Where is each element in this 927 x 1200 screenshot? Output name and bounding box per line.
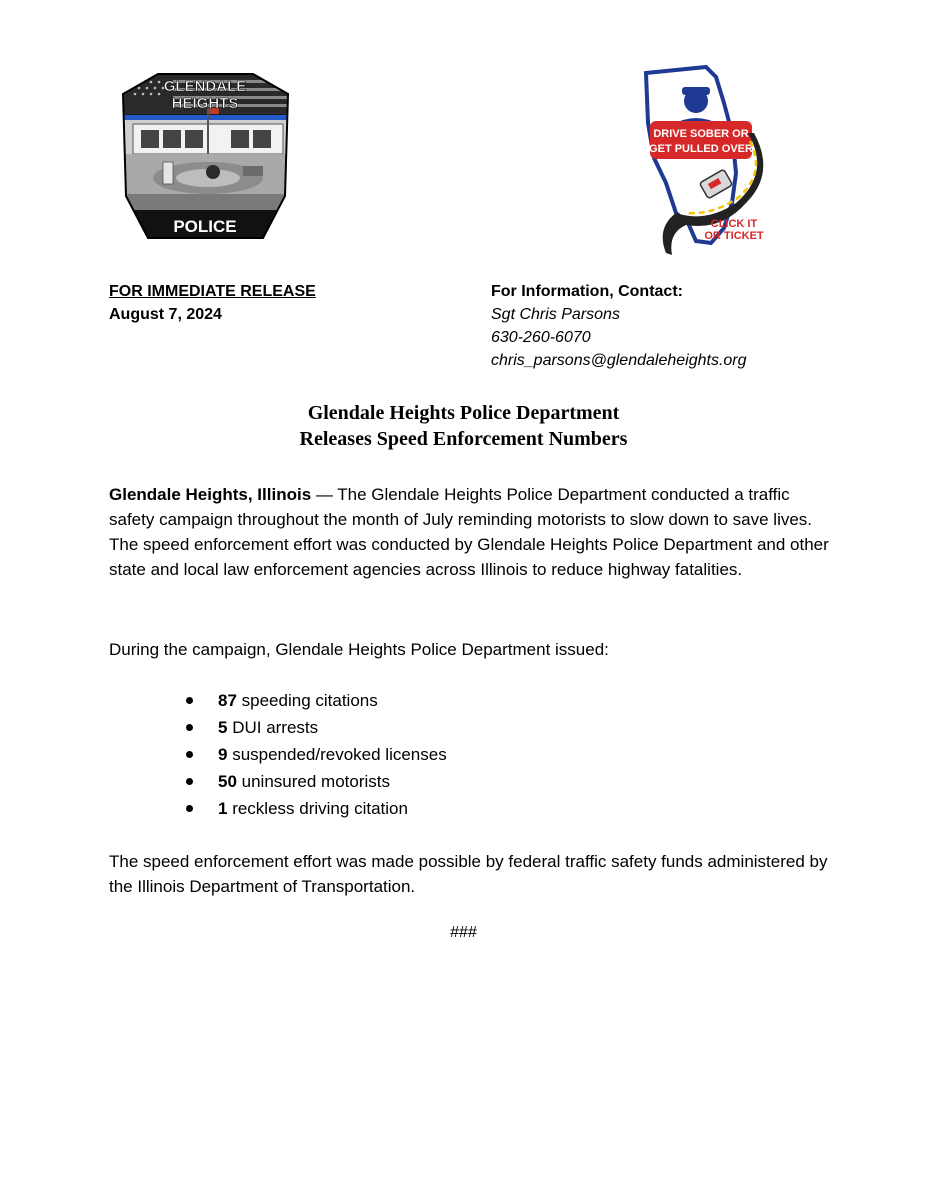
drive-sober-click-it-campaign-logo: [636, 63, 776, 273]
list-item: [186, 741, 447, 768]
release-date: August 7, 2024: [109, 306, 222, 323]
bullet-icon: [186, 724, 193, 731]
stat-value: 5: [218, 718, 228, 737]
contact-info: [491, 280, 747, 372]
stat-label: reckless driving citation: [227, 799, 408, 818]
campaign-text-get-pulled-over: GET PULLED OVER: [649, 143, 753, 155]
headline-line-2: Releases Speed Enforcement Numbers: [299, 428, 628, 450]
contact-email: chris_parsons@glendaleheights.org: [491, 352, 747, 369]
list-item: [186, 795, 447, 822]
bullet-icon: [186, 778, 193, 785]
stat-label: suspended/revoked licenses: [227, 745, 447, 764]
body-paragraph-1: [109, 482, 829, 582]
body-paragraph-2: During the campaign, Glendale Heights Police Department issued:: [109, 640, 609, 659]
campaign-text-click-it: CLICK IT: [710, 218, 758, 230]
badge-text-police: POLICE: [173, 217, 237, 236]
immediate-release-label: FOR IMMEDIATE RELEASE: [109, 283, 316, 300]
list-item: [186, 714, 447, 741]
contact-phone: 630-260-6070: [491, 329, 591, 346]
campaign-text-or-ticket: OR TICKET: [704, 230, 764, 242]
press-release-headline: [0, 400, 927, 452]
stat-label: speeding citations: [236, 691, 378, 710]
stat-value: 50: [218, 772, 237, 791]
stat-value: 87: [218, 691, 237, 710]
campaign-text-drive-sober: DRIVE SOBER OR: [653, 128, 749, 140]
bullet-icon: [186, 751, 193, 758]
contact-label: For Information, Contact:: [491, 283, 683, 300]
list-item: [186, 768, 447, 795]
list-item: [186, 687, 447, 714]
dateline: Glendale Heights, Illinois: [109, 485, 312, 504]
glendale-heights-police-badge-logo: [113, 66, 298, 246]
enforcement-stats-list: [186, 687, 447, 822]
end-of-release-mark: ###: [450, 924, 477, 941]
body-paragraph-3: The speed enforcement effort was made possible by federal traffic safety funds administered by the Illinois Department of Transportation.: [109, 852, 828, 896]
badge-text-heights: HEIGHTS: [171, 95, 239, 112]
release-info: [109, 280, 316, 326]
stat-label: uninsured motorists: [236, 772, 390, 791]
stat-label: DUI arrests: [227, 718, 319, 737]
stat-value: 9: [218, 745, 228, 764]
bullet-icon: [186, 697, 193, 704]
bullet-icon: [186, 805, 193, 812]
paragraph-1-text: — The Glendale Heights Police Department conducted a traffic safety campaign throughout the month of July reminding motorists to slow down to save lives. The speed enforcement effort was conducted by Glendale Heights Police Department and other state and local law enforcement agencies across Illinois to reduce highway fatalities.: [109, 485, 829, 579]
contact-name: Sgt Chris Parsons: [491, 306, 620, 323]
headline-line-1: Glendale Heights Police Department: [307, 402, 620, 424]
stat-value: 1: [218, 799, 228, 818]
badge-text-glendale: GLENDALE: [163, 78, 247, 95]
